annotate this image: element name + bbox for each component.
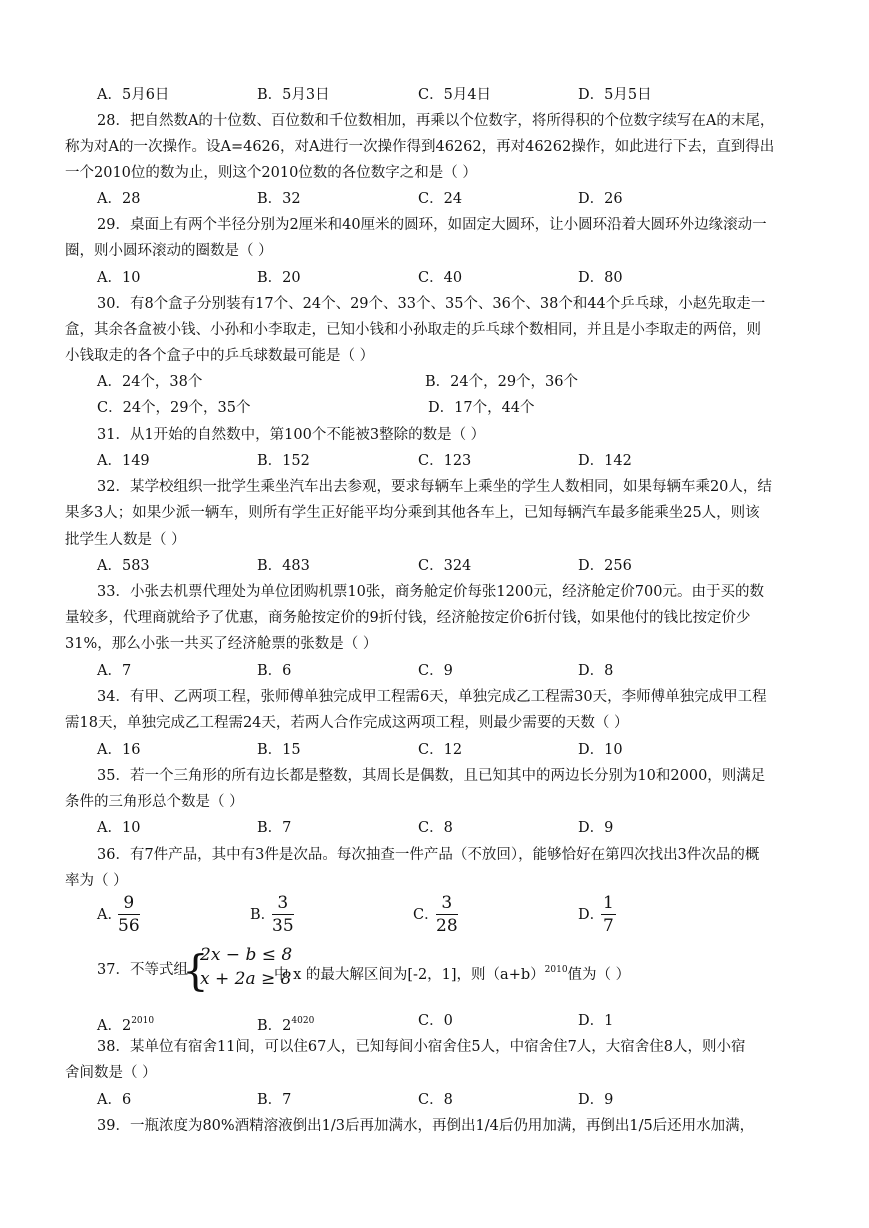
- q37-mid: 中 x 的最大解区间为[-2，1]，则（a+b）: [274, 967, 545, 983]
- q36-option-a-denominator: 56: [118, 916, 140, 936]
- q27-option-b: B．5月3日: [257, 87, 330, 103]
- q36-option-b-fraction: [272, 893, 294, 936]
- q36-option-d-numerator: 1: [603, 893, 614, 913]
- q36-option-b-label: B．: [250, 907, 276, 923]
- q37-suffix: 值为（ ）: [567, 967, 631, 983]
- q27-option-c: C．5月4日: [418, 87, 492, 103]
- q33-option-a: A．7: [97, 663, 132, 679]
- q27-option-d: D．5月5日: [578, 87, 652, 103]
- q33-option-d: D．8: [578, 663, 614, 679]
- q29-line-2: 圈，则小圆环滚动的圈数是（ ）: [65, 243, 273, 259]
- q32-line-2: 果多3人；如果少派一辆车，则所有学生正好能平均分乘到其他各车上，已知每辆汽车最多能乘坐25人，则该: [65, 505, 760, 521]
- q30-option-a: A．24个，38个: [97, 374, 203, 390]
- q28-line-3: 一个2010位的数为止，则这个2010位数的各位数字之和是（ ）: [65, 165, 477, 181]
- q29-option-b: B．20: [257, 270, 301, 286]
- q34-option-c: C．12: [418, 742, 463, 758]
- q29-option-c: C．40: [418, 270, 463, 286]
- q32-line-3: 批学生人数是（ ）: [65, 532, 186, 548]
- q37-option-b-base: B．2: [257, 1018, 292, 1034]
- q32-line-1: 32．某学校组织一批学生乘坐汽车出去参观，要求每辆车上乘坐的学生人数相同，如果每辆车乘20人，结: [97, 479, 772, 495]
- q39-line-1: 39．一瓶浓度为80%酒精溶液倒出1/3后再加满水，再倒出1/4后仍用加满，再倒出1/5后还用水加满，: [97, 1118, 755, 1134]
- q38-line-2: 舍间数是（ ）: [65, 1065, 157, 1081]
- q36-option-a-label: A．: [97, 907, 122, 923]
- q31-option-c: C．123: [418, 453, 472, 469]
- q28-option-b: B．32: [257, 191, 301, 207]
- q34-line-1: 34．有甲、乙两项工程，张师傅单独完成甲工程需6天，单独完成乙工程需30天，李师傅单独完成甲工程: [97, 689, 767, 705]
- q31-line-1: 31．从1开始的自然数中，第100个不能被3整除的数是（ ）: [97, 427, 486, 443]
- q30-option-c: C．24个，29个，35个: [97, 400, 251, 416]
- q37-option-a-exponent: 2010: [131, 1016, 155, 1026]
- q31-option-b: B．152: [257, 453, 310, 469]
- q35-option-c: C．8: [418, 820, 453, 836]
- q33-line-1: 33．小张去机票代理处为单位团购机票10张，商务舱定价每张1200元，经济舱定价700元。由于买的数: [97, 584, 764, 600]
- q38-line-1: 38．某单位有宿舍11间，可以住67人，已知每间小宿舍住5人，中宿舍住7人，大宿舍住8人，则小宿: [97, 1039, 746, 1055]
- q37-option-a-base: A．2: [97, 1018, 132, 1034]
- q33-option-b: B．6: [257, 663, 292, 679]
- left-brace-icon: {: [182, 946, 209, 995]
- q34-line-2: 需18天，单独完成乙工程需24天，若两人合作完成这两项工程，则最少需要的天数（ ）: [65, 715, 629, 731]
- q30-option-b: B．24个，29个，36个: [425, 374, 579, 390]
- q34-option-d: D．10: [578, 742, 623, 758]
- q36-option-c-label: C．: [413, 907, 439, 923]
- q31-option-d: D．142: [578, 453, 632, 469]
- q32-option-c: C．324: [418, 558, 472, 574]
- q37-option-b: [257, 1011, 314, 1036]
- q36-option-d-denominator: 7: [603, 916, 614, 936]
- q35-option-b: B．7: [257, 820, 292, 836]
- q32-option-a: A．583: [97, 558, 150, 574]
- q29-option-a: A．10: [97, 270, 141, 286]
- q29-option-d: D．80: [578, 270, 623, 286]
- q32-option-d: D．256: [578, 558, 632, 574]
- q31-option-a: A．149: [97, 453, 150, 469]
- q37-option-b-exponent: 4020: [291, 1016, 315, 1026]
- q37-prefix: 37．不等式组: [97, 962, 188, 978]
- q36-option-a-numerator: 9: [118, 893, 140, 915]
- q30-line-2: 盒，其余各盒被小钱、小孙和小李取走，已知小钱和小孙取走的乒乓球个数相同，并且是小李取走的两倍，则: [65, 322, 761, 338]
- q38-option-a: A．6: [97, 1092, 132, 1108]
- q30-option-d: D．17个，44个: [428, 400, 535, 416]
- q28-option-a: A．28: [97, 191, 141, 207]
- q37-option-a: [97, 1011, 154, 1036]
- q37-option-c: C．0: [418, 1013, 453, 1029]
- q36-option-c-denominator: 28: [436, 916, 458, 936]
- q37-inequality-row-1: 2x − b ≤ 8: [200, 945, 293, 965]
- q35-line-1: 35．若一个三角形的所有边长都是整数，其周长是偶数，且已知其中的两边长分别为10和2000，则满足: [97, 768, 766, 784]
- q33-line-3: 31%，那么小张一共买了经济舱票的张数是（ ）: [65, 636, 378, 652]
- q36-option-a-fraction: [118, 893, 140, 936]
- q28-line-1: 28．把自然数A的十位数、百位数和千位数相加，再乘以个位数字，将所得积的个位数字续写在A的末尾，: [97, 113, 775, 129]
- q29-line-1: 29．桌面上有两个半径分别为2厘米和40厘米的圆环，如固定大圆环，让小圆环沿着大圆环外边缘滚动一: [97, 217, 767, 233]
- q36-option-d-fraction: [601, 893, 616, 936]
- q35-line-2: 条件的三角形总个数是（ ）: [65, 794, 244, 810]
- q36-option-c-numerator: 3: [436, 893, 458, 915]
- q36-option-b-denominator: 35: [272, 916, 294, 936]
- q37-option-d: D．1: [578, 1013, 614, 1029]
- q28-line-2: 称为对A的一次操作。设A=4626，对A进行一次操作得到46262，再对46262操作，如此进行下去，直到得出: [65, 139, 775, 155]
- q33-option-c: C．9: [418, 663, 453, 679]
- q32-option-b: B．483: [257, 558, 310, 574]
- q38-option-d: D．9: [578, 1092, 614, 1108]
- q35-option-d: D．9: [578, 820, 614, 836]
- q36-option-c-fraction: [436, 893, 458, 936]
- q37-question-text: [274, 960, 630, 985]
- q30-line-1: 30．有8个盒子分别装有17个、24个、29个、33个、35个、36个、38个和44个乒乓球，小赵先取走一: [97, 296, 766, 312]
- q38-option-b: B．7: [257, 1092, 292, 1108]
- q38-option-c: C．8: [418, 1092, 453, 1108]
- q28-option-c: C．24: [418, 191, 463, 207]
- q34-option-a: A．16: [97, 742, 141, 758]
- q37-exponent: 2010: [544, 965, 568, 975]
- q36-line-2: 率为（ ）: [65, 873, 128, 889]
- q36-option-d-label: D．: [578, 907, 605, 923]
- q36-line-1: 36．有7件产品，其中有3件是次品。每次抽查一件产品（不放回），能够恰好在第四次找出3件次品的概: [97, 847, 760, 863]
- q28-option-d: D．26: [578, 191, 623, 207]
- q37-inequality-row-2: x + 2a ≥ 8: [200, 969, 292, 989]
- q27-option-a: A．5月6日: [97, 87, 170, 103]
- q30-line-3: 小钱取走的各个盒子中的乒乓球数最可能是（ ）: [65, 348, 375, 364]
- q36-option-b-numerator: 3: [272, 893, 294, 915]
- q35-option-a: A．10: [97, 820, 141, 836]
- q34-option-b: B．15: [257, 742, 301, 758]
- q33-line-2: 量较多，代理商就给予了优惠，商务舱按定价的9折付钱，经济舱按定价6折付钱，如果他付的钱比按定价少: [65, 610, 751, 626]
